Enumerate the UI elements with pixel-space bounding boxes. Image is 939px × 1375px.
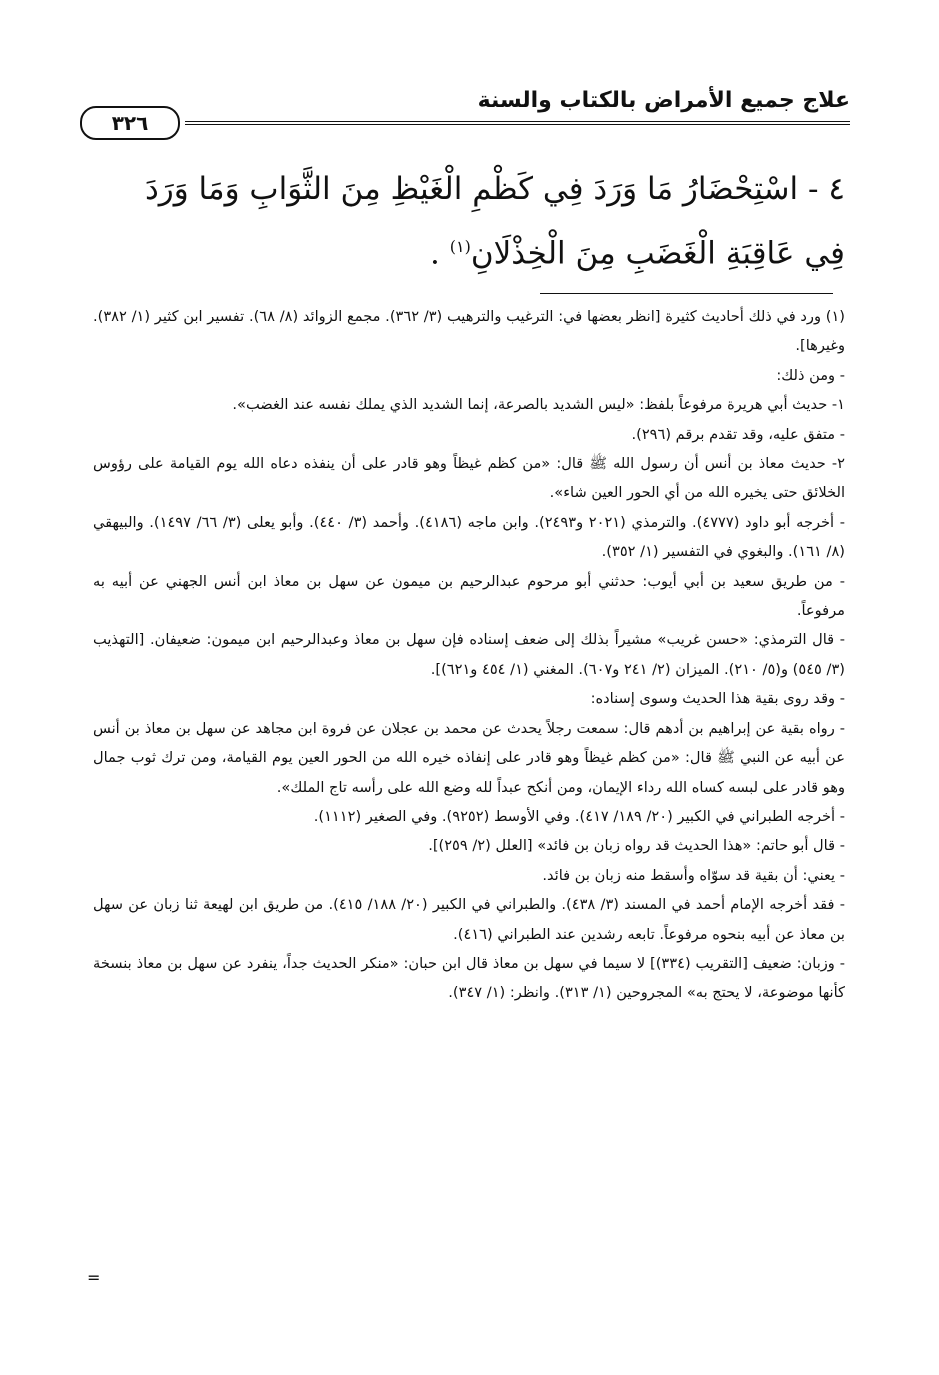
main-point [95, 160, 845, 282]
footnote-separator [540, 293, 833, 294]
footnote-paragraph: - أخرجه أبو داود (٤٧٧٧). والترمذي (٢٠٢١ و٢٤٩٣). وابن ماجه (٤١٨٦). وأحمد (٣/ ٤٤٠). وأبو يعلى (٣/ ٦٦/ ١٤٩٧). والبيهقي (٨/ ١٦١). والبغوي في التفسير (١/ ٣٥٢). [93, 513, 846, 561]
footnote-paragraph: - من طريق سعيد بن أبي أيوب: حدثني أبو مرحوم عبدالرحيم بن ميمون عن سهل بن معاذ ابن أنس الجهني عن أبيه به مرفوعاً. [93, 572, 845, 620]
footnote-paragraph: - ومن ذلك: [776, 366, 845, 384]
book-title: علاج جميع الأمراض بالكتاب والسنة [477, 88, 850, 113]
footnotes [93, 302, 845, 1008]
main-point-end: . [430, 235, 450, 272]
footnote-paragraph: - فقد أخرجه الإمام أحمد في المسند (٣/ ٤٣٨). والطبراني في الكبير (٢٠/ ١٨٨/ ٤١٥). من طريق ابن لهيعة ثنا زبان عن سهل بن معاذ عن أبيه بنحوه مرفوعاً. تابعه رشدين عند الطبراني (٤١٦). [93, 896, 845, 943]
footnote-paragraph: - متفق عليه، وقد تقدم برقم (٢٩٦). [631, 425, 845, 443]
continuation-mark: = [87, 1268, 101, 1287]
page-number: ٣٢٦ [80, 106, 180, 140]
footnote-paragraph: - يعني: أن بقية قد سوّاه وأسقط منه زبان بن فائد. [542, 866, 845, 884]
footnote-paragraph: - وقد روى بقية هذا الحديث وسوى إسناده: [590, 690, 845, 708]
footnote-reference: (١) [449, 237, 471, 256]
footnote-paragraph: (١) ورد في ذلك أحاديث كثيرة [انظر بعضها في: الترغيب والترهيب (٣/ ٣٦٢). مجمع الزوائد (٨/ ٦٨). تفسير ابن كثير (١/ ٣٨٢). وغيرها]. [93, 308, 845, 355]
header-rule [185, 121, 850, 125]
footnote-paragraph: - قال أبو حاتم: «هذا الحديث قد رواه زبان بن فائد» [العلل (٢/ ٢٥٩)]. [428, 837, 845, 855]
footnote-paragraph: - وزبان: ضعيف [التقريب (٣٣٤)] لا سيما في سهل بن معاذ قال ابن حبان: «منكر الحديث جداً، ينفرد عن سهل بن معاذ بنسخة كأنها موضوعة، لا يحتج به» المجروحين (١/ ٣١٣). وانظر: (١/ ٣٤٧). [93, 954, 845, 1002]
running-header [80, 88, 850, 135]
main-point-text: ٤ - اسْتِحْضَارُ مَا وَرَدَ فِي كَظْمِ الْغَيْظِ مِنَ الثَّوَابِ وَمَا وَرَدَ فِي عَاقِبَةِ الْغَضَبِ مِنَ الْخِذْلَانِ [144, 171, 845, 272]
footnote-paragraph: - أخرجه الطبراني في الكبير (٢٠/ ١٨٩/ ٤١٧). وفي الأوسط (٩٢٥٢). وفي الصغير (١١١٢). [313, 807, 845, 825]
footnote-paragraph: ٢- حديث معاذ بن أنس أن رسول الله ﷺ قال: «من كظم غيظاً وهو قادر على أن ينفذه دعاه الله يوم القيامة على رؤوس الخلائق حتى يخيره الله من أي الحور العين شاء». [93, 455, 845, 502]
footnote-paragraph: - قال الترمذي: «حسن غريب» مشيراً بذلك إلى ضعف إسناده فإن سهل بن معاذ وعبدالرحيم ابن ميمون: ضعيفان. [التهذيب (٣/ ٥٤٥) و(٥/ ٢١٠). الميزان (٢/ ٢٤١ و٦٠٧). المغني (١/ ٤٥٤ و٦٢١)]. [93, 631, 845, 678]
footnote-paragraph: - رواه بقية عن إبراهيم بن أدهم قال: سمعت رجلاً يحدث عن محمد بن عجلان عن فروة ابن مجاهد عن سهل بن معاذ بن أنس عن أبيه عن النبي ﷺ قال: «من كظم غيظاً وهو قادر على إنفاذه خيره الله من الحور العين يوم القيامة، ومن ترك ثوب جمال وهو قادر على لبسه كساه الله رداء الإيمان، ومن أنكح عبداً لله وضع الله على رأسه تاج الملك». [93, 719, 845, 796]
footnote-paragraph: ١- حديث أبي هريرة مرفوعاً بلفظ: «ليس الشديد بالصرعة، إنما الشديد الذي يملك نفسه عند الغضب». [232, 396, 845, 414]
